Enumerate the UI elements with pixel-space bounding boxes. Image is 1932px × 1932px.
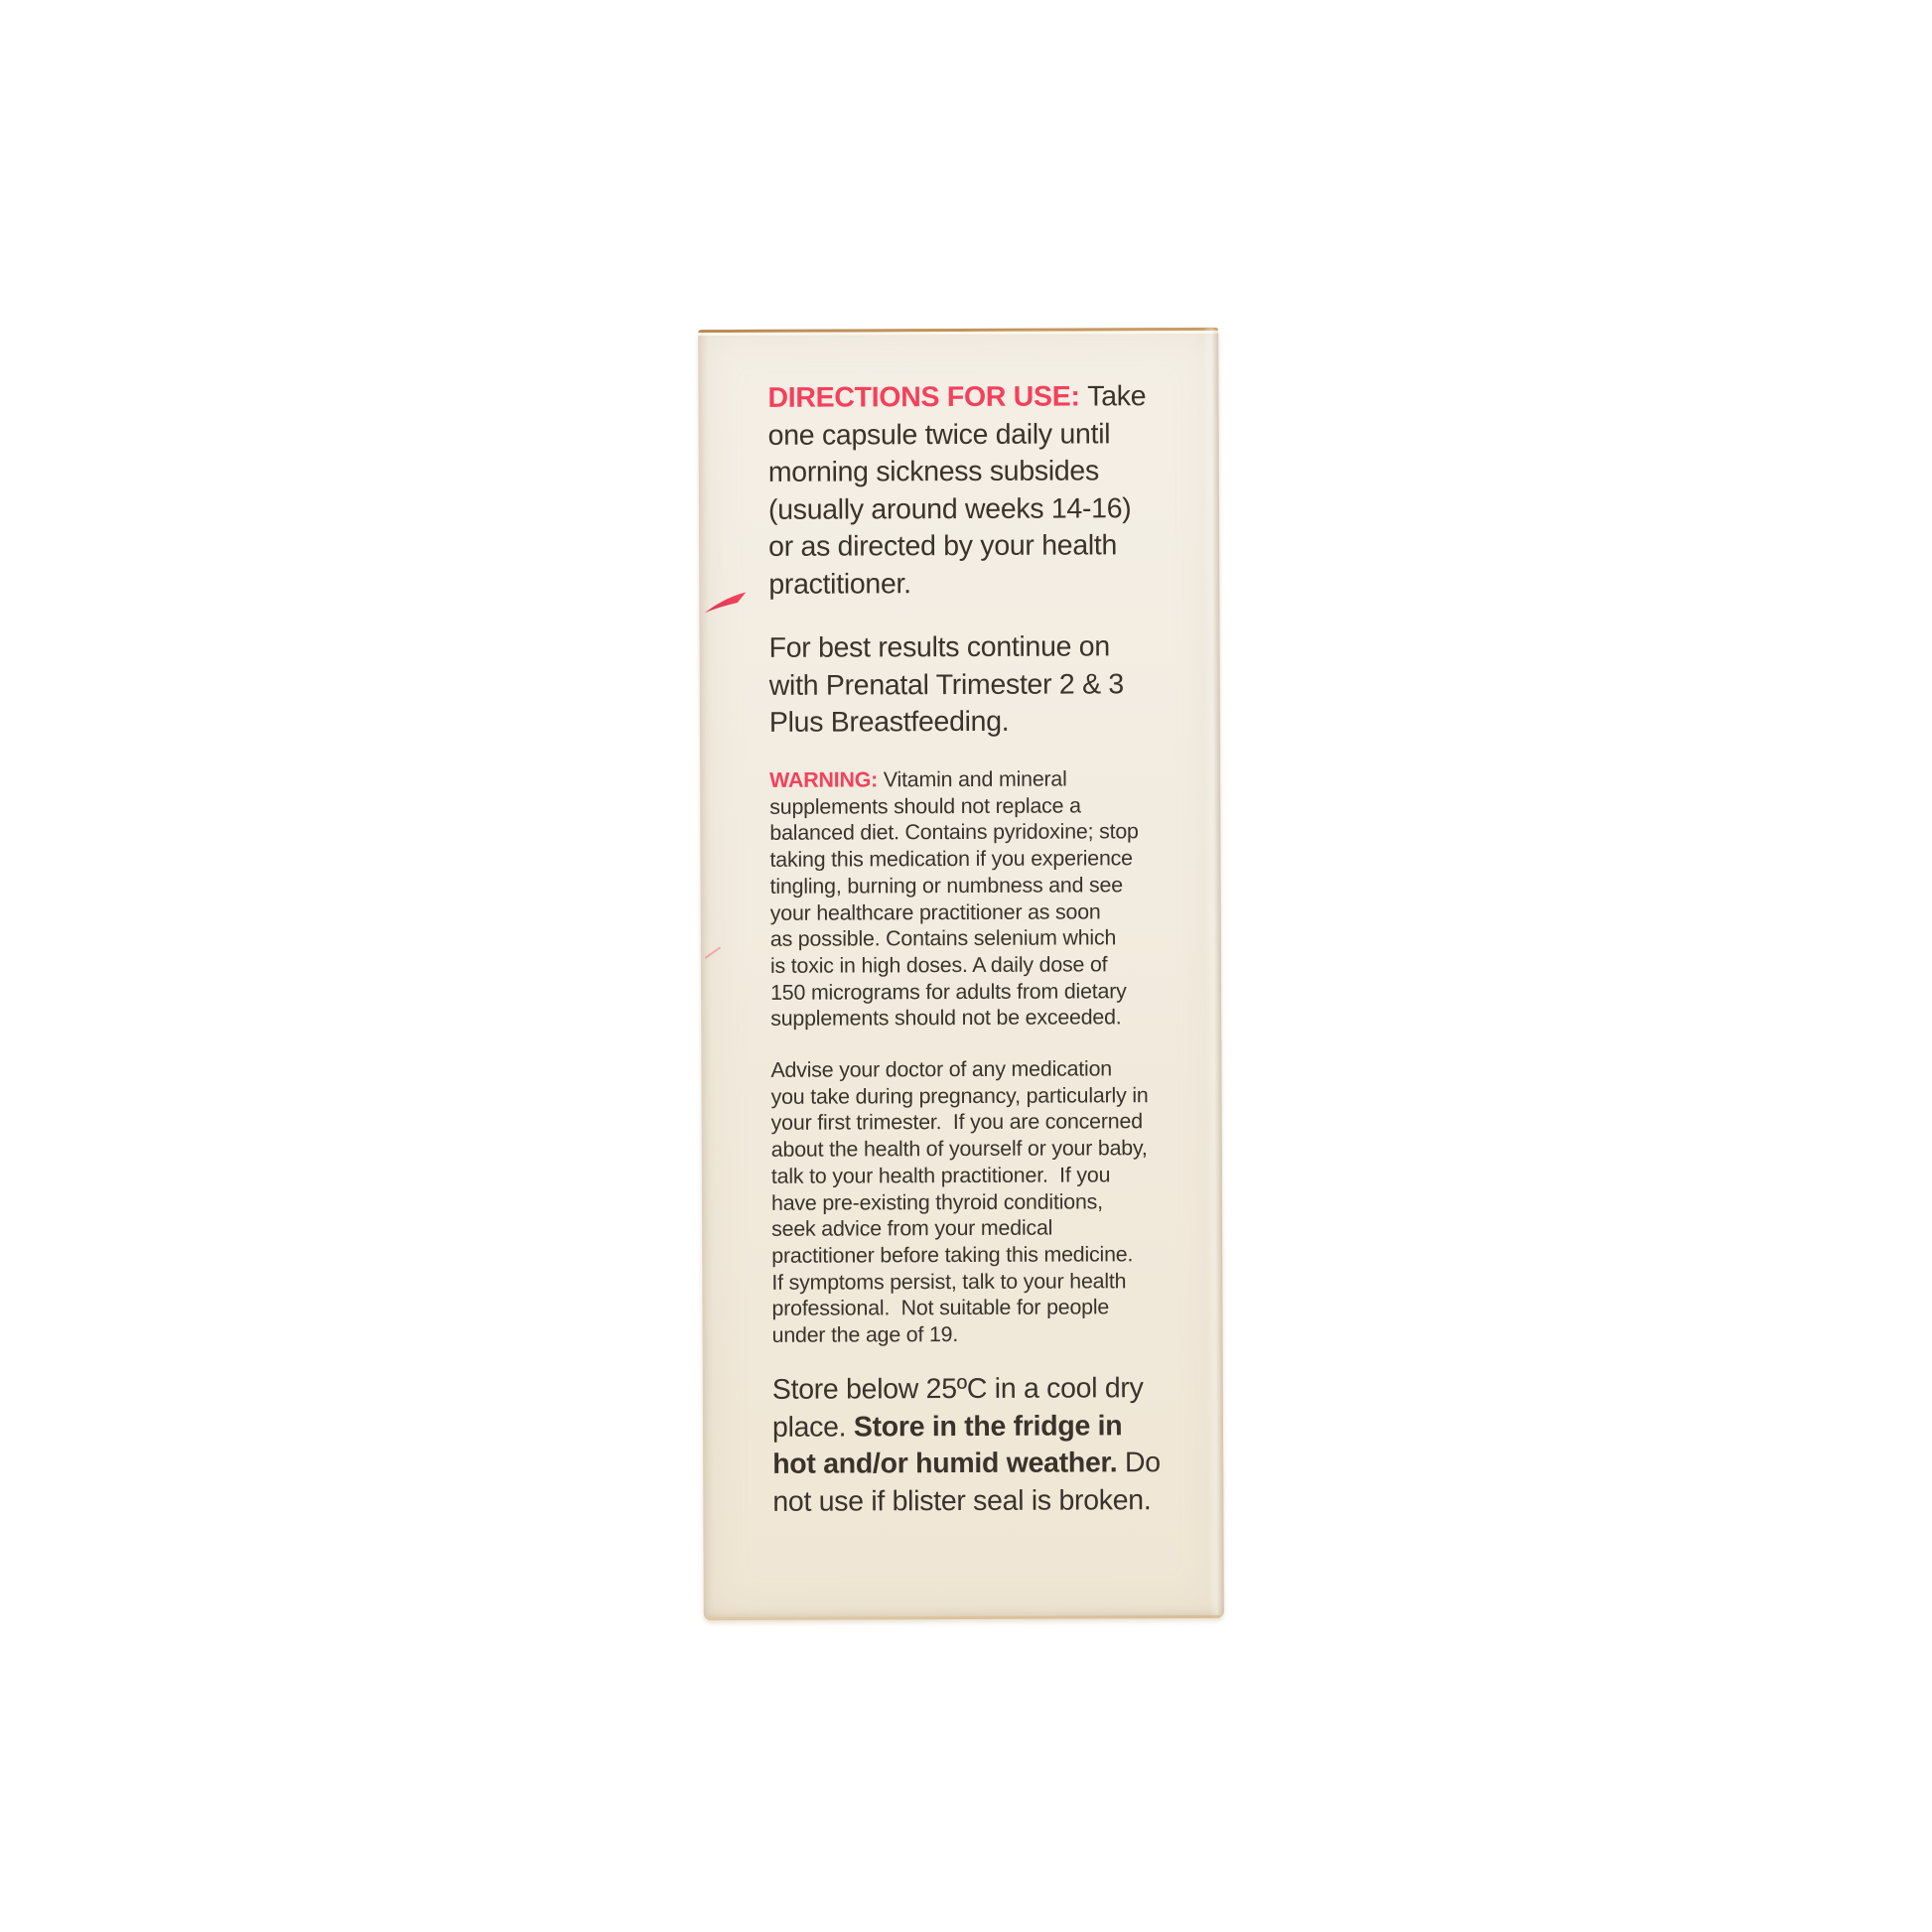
text-line — [770, 872, 1139, 899]
text-segment: supplements should not be exceeded. — [770, 1005, 1122, 1032]
text-segment: DIRECTIONS FOR USE: — [767, 380, 1088, 414]
box-bottom-edge — [707, 1615, 1221, 1620]
text-line — [769, 666, 1124, 705]
text-line — [772, 1445, 1161, 1483]
text-line — [768, 628, 1123, 667]
text-segment: place. — [771, 1410, 854, 1444]
text-line — [769, 819, 1138, 847]
text-segment: Store below 25ºC in a cool dry — [771, 1372, 1144, 1406]
text-line — [771, 1241, 1149, 1269]
text-segment: supplements should not replace a — [769, 793, 1081, 819]
text-line — [769, 765, 1138, 793]
text-line — [771, 1295, 1149, 1322]
text-line — [769, 792, 1138, 820]
text-segment: WARNING: — [769, 767, 884, 792]
box-right-fold — [1202, 328, 1224, 1618]
text-segment: one capsule twice daily until — [767, 417, 1111, 452]
text-line — [768, 565, 1147, 604]
text-segment: professional. Not suitable for people — [771, 1295, 1110, 1321]
text-line — [769, 703, 1124, 742]
text-segment: Plus Breastfeeding. — [768, 705, 1010, 739]
text-line — [770, 898, 1139, 926]
text-segment: talk to your health practitioner. If you — [770, 1163, 1111, 1188]
text-segment: your healthcare practitioner as soon — [769, 898, 1101, 925]
text-segment: taking this medication if you experience — [769, 846, 1133, 872]
warning-paragraph — [769, 765, 1140, 1033]
text-segment: morning sickness subsides — [767, 455, 1099, 488]
text-line — [772, 1408, 1161, 1447]
text-segment: your first trimester. If you are concerned — [770, 1109, 1143, 1136]
pink-hairline-mark — [705, 946, 722, 959]
text-line — [770, 1082, 1148, 1110]
text-line — [771, 1214, 1149, 1242]
text-segment: with Prenatal Trimester 2 & 3 — [768, 667, 1124, 702]
text-segment: Do — [1117, 1447, 1161, 1479]
text-segment: Store in the fridge in — [853, 1409, 1123, 1443]
text-segment: seek advice from your medical — [771, 1215, 1053, 1242]
text-line — [772, 1482, 1161, 1521]
text-segment: have pre-existing thyroid conditions, — [770, 1188, 1103, 1215]
text-line — [771, 1135, 1149, 1163]
text-segment: Advise your doctor of any medication — [770, 1056, 1113, 1082]
text-line — [771, 1109, 1149, 1137]
text-line — [772, 1370, 1161, 1409]
continuation-paragraph — [768, 628, 1124, 742]
text-segment: as possible. Contains selenium which — [769, 925, 1117, 952]
text-line — [771, 1162, 1149, 1189]
pink-swoosh-icon — [704, 592, 747, 614]
text-segment: hot and/or humid weather. — [772, 1447, 1118, 1480]
text-line — [768, 416, 1147, 455]
text-segment: or as directed by your health — [768, 529, 1118, 563]
text-segment: under the age of 19. — [771, 1322, 959, 1347]
directions-paragraph — [767, 378, 1147, 604]
text-segment: If symptoms persist, talk to your health — [771, 1268, 1127, 1295]
text-segment: Take — [1087, 380, 1147, 413]
text-line — [767, 378, 1146, 417]
text-segment: tingling, burning or numbness and see — [769, 873, 1123, 898]
text-line — [770, 1005, 1139, 1033]
text-line — [768, 453, 1147, 491]
text-segment: you take during pregnancy, particularly in — [770, 1082, 1149, 1109]
text-segment: practitioner. — [768, 567, 911, 601]
text-line — [771, 1268, 1149, 1296]
text-line — [769, 845, 1138, 873]
text-segment: practitioner before taking this medicine. — [771, 1242, 1134, 1268]
text-line — [770, 924, 1139, 952]
text-line — [770, 978, 1139, 1006]
storage-paragraph — [772, 1370, 1161, 1521]
text-segment: balanced diet. Contains pyridoxine; stop — [769, 819, 1139, 846]
text-segment: 150 micrograms for adults from dietary — [770, 978, 1127, 1005]
text-line — [772, 1320, 1150, 1348]
text-segment: For best results continue on — [768, 630, 1110, 664]
text-segment: (usually around weeks 14-16) — [767, 491, 1132, 526]
text-line — [768, 490, 1147, 529]
advisory-paragraph — [770, 1055, 1149, 1348]
text-segment: not use if blister seal is broken. — [772, 1483, 1152, 1518]
text-segment: is toxic in high doses. A daily dose of — [769, 952, 1108, 978]
text-segment: about the health of yourself or your baby, — [770, 1136, 1148, 1162]
text-line — [770, 1055, 1148, 1083]
box-side-panel — [698, 328, 1224, 1620]
text-line — [771, 1188, 1149, 1216]
text-line — [768, 527, 1147, 566]
text-line — [770, 951, 1139, 979]
text-segment: Vitamin and mineral — [883, 766, 1067, 792]
